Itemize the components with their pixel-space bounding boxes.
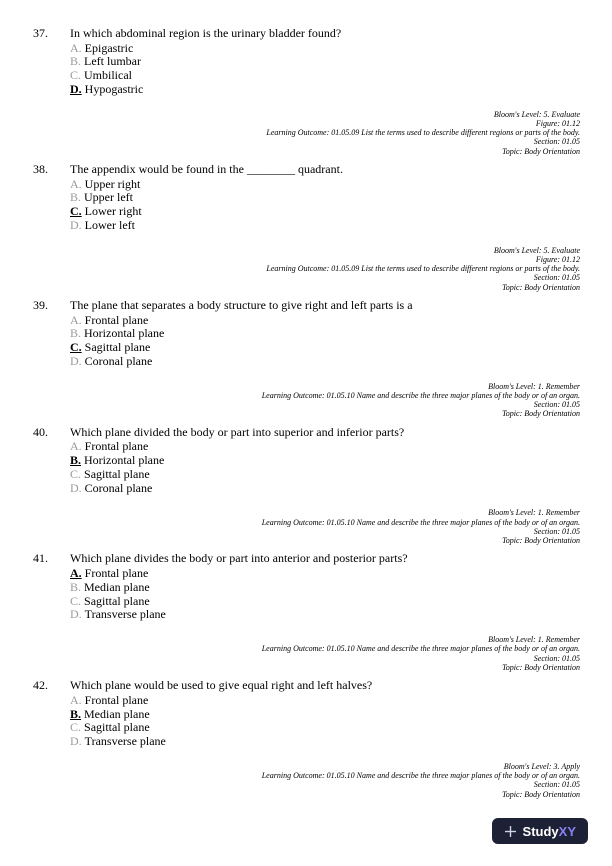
option-letter: D. xyxy=(70,607,82,622)
answer-option[interactable] xyxy=(70,595,408,609)
question-number: 42. xyxy=(33,678,48,693)
logo-text-study: Study xyxy=(522,823,559,839)
answer-option[interactable] xyxy=(70,608,408,622)
answer-option[interactable] xyxy=(70,355,413,369)
option-text: Median plane xyxy=(84,579,150,594)
metadata-line: Learning Outcome: 01.05.10 Name and describe the three major planes of the body or of an organ. xyxy=(261,390,580,400)
metadata-line: Bloom's Level: 5. Evaluate xyxy=(493,245,580,255)
answer-option[interactable] xyxy=(70,314,413,328)
option-letter: B. xyxy=(70,579,82,594)
metadata-line: Learning Outcome: 01.05.10 Name and describe the three major planes of the body or of an organ. xyxy=(261,770,580,780)
logo-text-xy: XY xyxy=(558,823,576,839)
metadata-line: Topic: Body Orientation xyxy=(502,282,580,292)
option-text: Lower left xyxy=(84,217,135,232)
question-body xyxy=(70,552,408,622)
option-letter: B. xyxy=(70,54,82,69)
option-text: Sagittal plane xyxy=(84,466,150,481)
question-metadata xyxy=(33,110,580,156)
metadata-line: Section: 01.05 xyxy=(533,653,580,663)
answer-option[interactable] xyxy=(70,205,343,219)
answer-option[interactable] xyxy=(70,42,341,56)
question-list xyxy=(33,27,580,799)
question-text: The plane that separates a body structure to give right and left parts is a xyxy=(70,298,413,312)
metadata-line: Topic: Body Orientation xyxy=(502,536,580,546)
metadata-line: Section: 01.05 xyxy=(533,780,580,790)
option-letter: D. xyxy=(70,733,82,748)
option-letter: B. xyxy=(70,190,82,205)
option-letter: B. xyxy=(70,453,82,468)
question-number: 41. xyxy=(33,551,48,566)
option-text: Frontal plane xyxy=(84,566,149,581)
metadata-line: Topic: Body Orientation xyxy=(502,662,580,672)
answer-option[interactable] xyxy=(70,178,343,192)
question-body xyxy=(70,163,343,233)
answer-option[interactable] xyxy=(70,454,404,468)
question-metadata xyxy=(33,246,580,292)
option-text: Umbilical xyxy=(84,68,133,83)
option-text: Epigastric xyxy=(84,40,134,55)
option-text: Horizontal plane xyxy=(84,453,165,468)
option-letter: C. xyxy=(70,68,82,83)
question-body xyxy=(70,679,372,749)
option-letter: C. xyxy=(70,204,82,219)
question-number: 40. xyxy=(33,424,48,439)
answer-option[interactable] xyxy=(70,440,404,454)
option-letter: A. xyxy=(70,692,82,707)
question-block xyxy=(33,27,580,97)
metadata-line: Section: 01.05 xyxy=(533,137,580,147)
question-metadata xyxy=(33,635,580,672)
option-letter: D. xyxy=(70,480,82,495)
metadata-line: Section: 01.05 xyxy=(533,526,580,536)
question-text: Which plane would be used to give equal right and left halves? xyxy=(70,678,373,693)
answer-option[interactable] xyxy=(70,735,372,749)
option-letter: B. xyxy=(70,706,82,721)
answer-option[interactable] xyxy=(70,341,413,355)
option-text: Transverse plane xyxy=(84,607,166,622)
option-text: Frontal plane xyxy=(84,312,149,327)
question-body xyxy=(70,299,413,369)
metadata-line: Bloom's Level: 1. Remember xyxy=(488,381,580,391)
metadata-line: Bloom's Level: 3. Apply xyxy=(503,761,580,771)
option-text: Coronal plane xyxy=(84,480,153,495)
question-number: 38. xyxy=(33,162,48,176)
metadata-line: Section: 01.05 xyxy=(533,400,580,410)
question-text: Which plane divided the body or part into superior and inferior parts? xyxy=(70,424,405,439)
option-letter: D. xyxy=(70,353,82,368)
question-body xyxy=(70,27,341,97)
option-letter: D. xyxy=(70,217,82,232)
logo-wordmark xyxy=(523,824,576,839)
studyxy-logo[interactable] xyxy=(492,818,588,844)
metadata-line: Topic: Body Orientation xyxy=(502,146,580,156)
option-text: Frontal plane xyxy=(84,692,149,707)
option-letter: A. xyxy=(70,176,82,191)
question-metadata xyxy=(33,508,580,545)
option-letter: D. xyxy=(70,81,82,96)
option-text: Horizontal plane xyxy=(84,326,165,341)
answer-option[interactable] xyxy=(70,191,343,205)
option-text: Transverse plane xyxy=(84,733,166,748)
answer-option[interactable] xyxy=(70,327,413,341)
answer-option[interactable] xyxy=(70,219,343,233)
option-letter: B. xyxy=(70,326,82,341)
question-metadata xyxy=(33,382,580,419)
question-block xyxy=(33,679,580,749)
question-body xyxy=(70,426,404,496)
question-text: Which plane divides the body or part into anterior and posterior parts? xyxy=(70,551,408,566)
option-letter: A. xyxy=(70,40,82,55)
question-number: 37. xyxy=(33,26,48,40)
question-block xyxy=(33,552,580,622)
question-text: In which abdominal region is the urinary bladder found? xyxy=(70,26,342,40)
option-letter: C. xyxy=(70,466,82,481)
metadata-line: Learning Outcome: 01.05.09 List the terms used to describe different regions or parts of the body. xyxy=(266,264,580,274)
question-block xyxy=(33,163,580,233)
answer-option[interactable] xyxy=(70,581,408,595)
option-text: Lower right xyxy=(84,204,142,219)
answer-option[interactable] xyxy=(70,694,372,708)
metadata-line: Bloom's Level: 1. Remember xyxy=(488,508,580,518)
question-metadata xyxy=(33,762,580,799)
plus-icon xyxy=(504,825,517,838)
metadata-line: Topic: Body Orientation xyxy=(502,409,580,419)
metadata-line: Learning Outcome: 01.05.09 List the terms used to describe different regions or parts of the body. xyxy=(266,128,580,138)
option-text: Sagittal plane xyxy=(84,720,150,735)
option-letter: A. xyxy=(70,566,82,581)
answer-option[interactable] xyxy=(70,567,408,581)
option-text: Sagittal plane xyxy=(84,340,151,355)
option-text: Sagittal plane xyxy=(84,593,150,608)
option-text: Median plane xyxy=(84,706,150,721)
metadata-line: Figure: 01.12 xyxy=(535,254,580,264)
metadata-line: Figure: 01.12 xyxy=(535,118,580,128)
answer-option[interactable] xyxy=(70,482,404,496)
metadata-line: Learning Outcome: 01.05.10 Name and describe the three major planes of the body or of an organ. xyxy=(261,644,580,654)
option-text: Upper right xyxy=(84,176,141,191)
option-text: Frontal plane xyxy=(84,439,149,454)
option-text: Hypogastric xyxy=(84,81,144,96)
option-text: Coronal plane xyxy=(84,353,153,368)
option-letter: C. xyxy=(70,593,82,608)
answer-option[interactable] xyxy=(70,69,341,83)
answer-option[interactable] xyxy=(70,468,404,482)
option-letter: A. xyxy=(70,312,82,327)
metadata-line: Topic: Body Orientation xyxy=(502,789,580,799)
question-number: 39. xyxy=(33,298,48,312)
metadata-line: Learning Outcome: 01.05.10 Name and describe the three major planes of the body or of an organ. xyxy=(261,517,580,527)
option-letter: C. xyxy=(70,720,82,735)
answer-option[interactable] xyxy=(70,721,372,735)
metadata-line: Section: 01.05 xyxy=(533,273,580,283)
answer-option[interactable] xyxy=(70,55,341,69)
metadata-line: Bloom's Level: 1. Remember xyxy=(488,634,580,644)
question-block xyxy=(33,299,580,369)
answer-option[interactable] xyxy=(70,708,372,722)
option-text: Upper left xyxy=(84,190,133,205)
metadata-line: Bloom's Level: 5. Evaluate xyxy=(493,109,580,119)
option-letter: A. xyxy=(70,439,82,454)
option-text: Left lumbar xyxy=(84,54,141,69)
question-text: The appendix would be found in the ________ quadrant. xyxy=(70,162,343,176)
question-block xyxy=(33,426,580,496)
option-letter: C. xyxy=(70,340,82,355)
answer-option[interactable] xyxy=(70,83,341,97)
